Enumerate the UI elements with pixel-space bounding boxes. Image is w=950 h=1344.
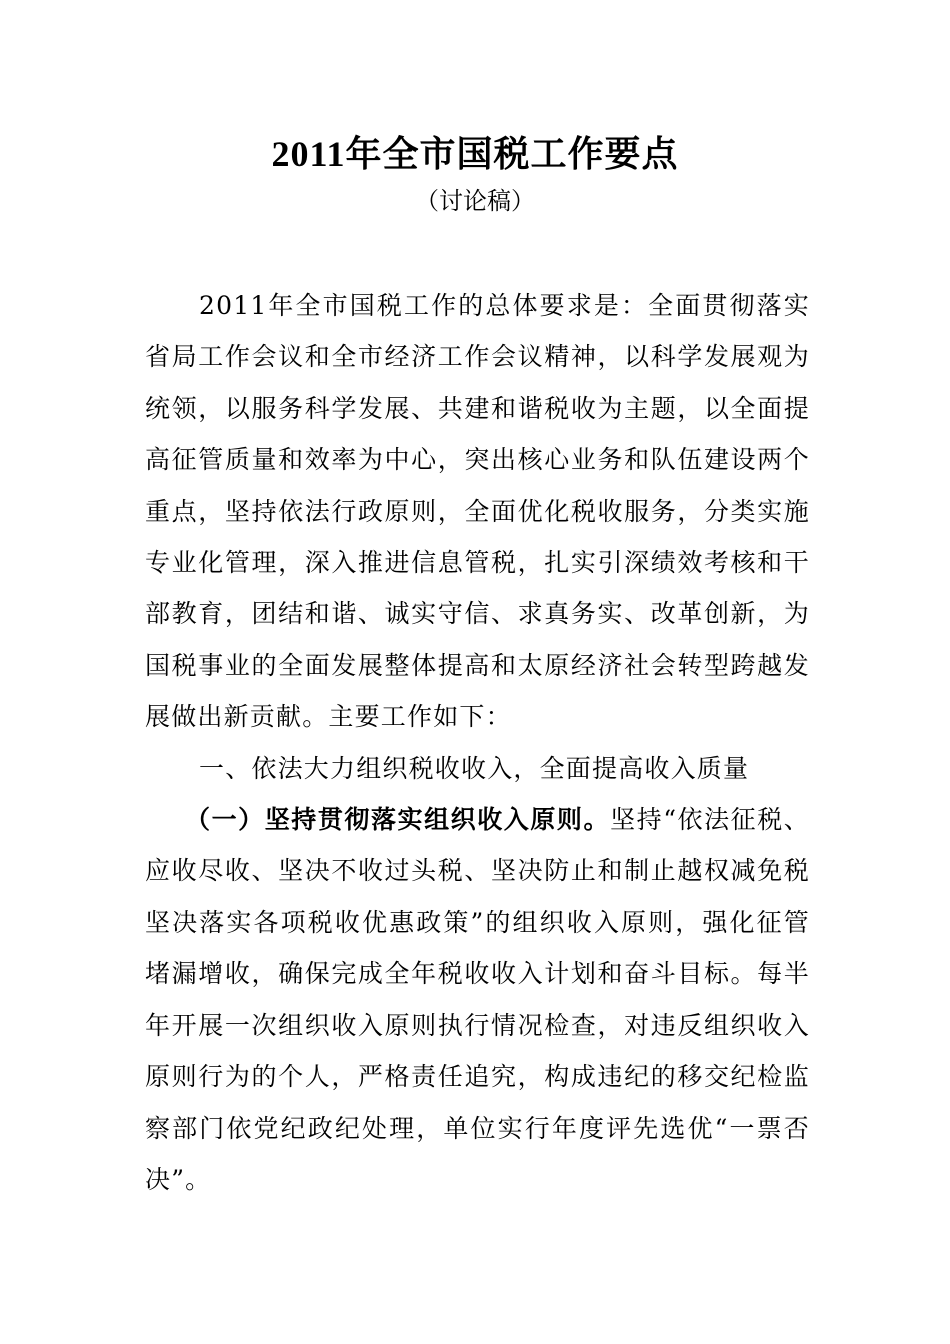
- item-body: 坚持“依法征税、应收尽收、坚决不收过头税、坚决防止和制止越权减免税坚决落实各项税收优惠政策”的组织收入原则，强化征管堵漏增收，确保完成全年税收收入计划和奋斗目标。每半年开展一次组织收入原则执行情况检查，对违反组织收入原则行为的个人，严格责任追究，构成违纪的移交纪检监察部门依党纪政纪处理，单位实行年度评先选优“一票否决”。: [145, 805, 811, 1194]
- document-body: [145, 280, 810, 1205]
- document-title: 2011年全市国税工作要点: [271, 134, 679, 174]
- section-heading: 一、依法大力组织税收收入，全面提高收入质量: [199, 753, 750, 783]
- item-heading: （一）坚持贯彻落实组织收入原则。: [185, 805, 611, 835]
- item-paragraph: [145, 794, 810, 1205]
- document-subtitle: （讨论稿）: [415, 187, 535, 215]
- intro-tail: 主要工作如下：: [328, 702, 512, 732]
- intro-paragraph: [145, 280, 810, 743]
- intro-lead: 2011年全市国税工作的总体要求是：: [199, 291, 649, 320]
- intro-body: 全面贯彻落实省局工作会议和全市经济工作会议精神，以科学发展观为统领，以服务科学发展、共建和谐税收为主题，以全面提高征管质量和效率为中心，突出核心业务和队伍建设两个重点，坚持依法行政原则，全面优化税收服务，分类实施专业化管理，深入推进信息管税，扎实引深绩效考核和干部教育，团结和谐、诚实守信、求真务实、改革创新，为国税事业的全面发展整体提高和太原经济社会转型跨越发展做出新贡献。: [145, 291, 810, 732]
